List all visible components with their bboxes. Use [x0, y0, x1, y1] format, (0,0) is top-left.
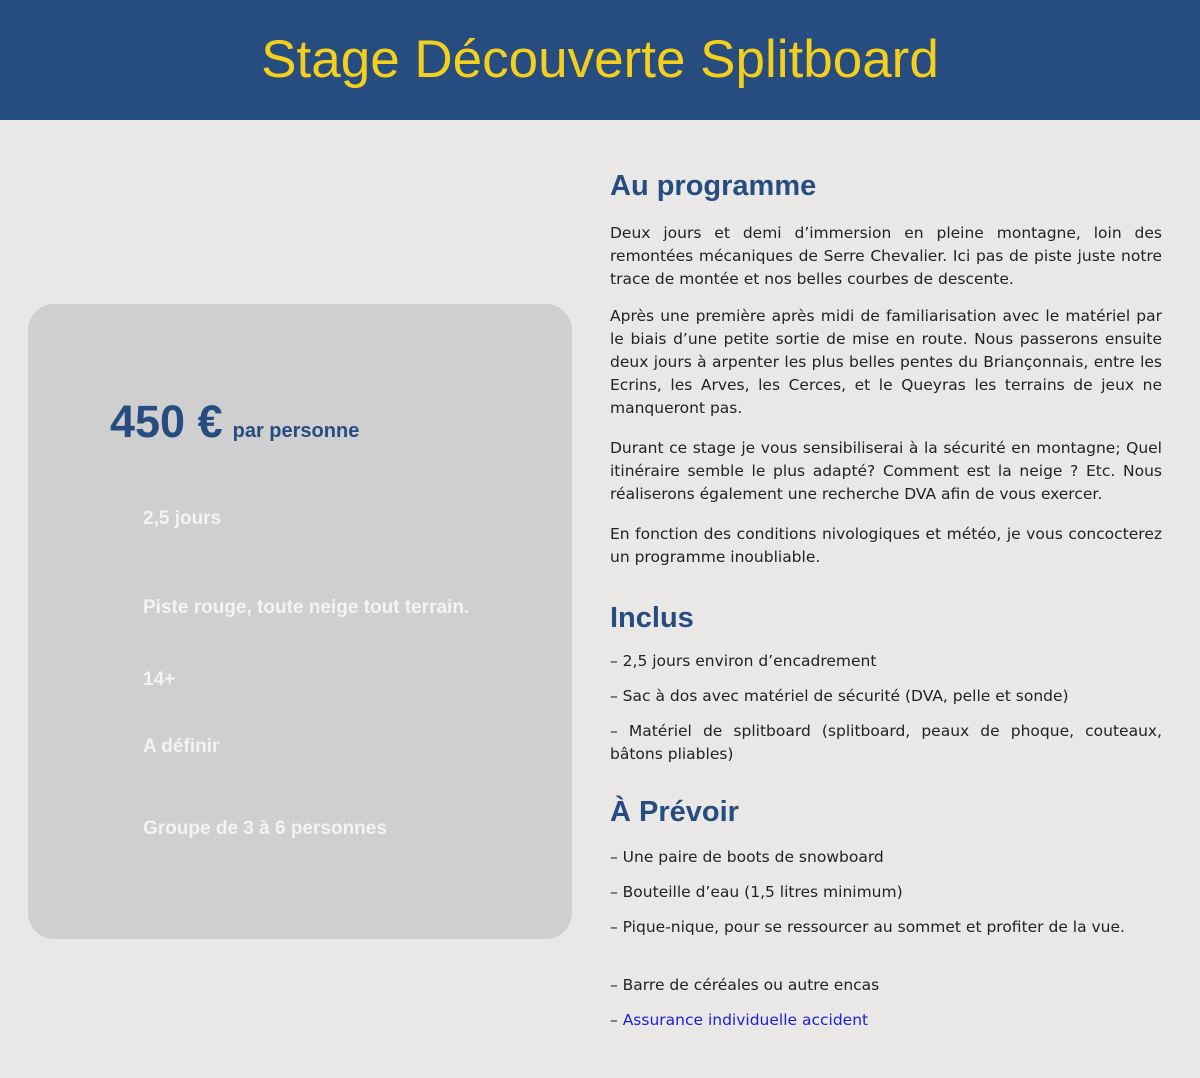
list-item: – Pique-nique, pour se ressourcer au sommet et profiter de la vue. — [610, 918, 1125, 936]
inclus-list — [610, 650, 1162, 766]
price — [110, 396, 359, 448]
main-content — [610, 166, 1162, 1032]
prevoir-list — [610, 846, 1162, 1032]
price-unit: par personne — [232, 420, 360, 442]
insurance-link[interactable]: Assurance individuelle accident — [622, 1011, 869, 1029]
page-title: Stage Découverte Splitboard — [261, 30, 939, 89]
link-prefix: – — [610, 1011, 623, 1029]
programme-paragraph: Durant ce stage je vous sensibiliserai à la sécurité en montagne; Quel itinéraire semble le plus adapté? Comment est la neige ? Etc. Nous réaliserons également une recherche DVA afin de vous exercer. — [610, 439, 1162, 503]
list-item: – Matériel de splitboard (splitboard, peaux de phoque, couteaux, bâtons pliables) — [610, 722, 1162, 763]
fact-level: Piste rouge, toute neige tout terrain. — [143, 597, 470, 618]
list-item: – 2,5 jours environ d’encadrement — [610, 652, 877, 670]
inclus-heading: Inclus — [610, 602, 694, 634]
programme-heading: Au programme — [610, 170, 817, 202]
list-item: – Sac à dos avec matériel de sécurité (DVA, pelle et sonde) — [610, 687, 1069, 705]
programme-paragraph: En fonction des conditions nivologiques et météo, je vous concocterez un programme inoubliable. — [610, 525, 1162, 566]
list-item: – Une paire de boots de snowboard — [610, 848, 884, 866]
price-card — [28, 304, 572, 939]
fact-group-size: Groupe de 3 à 6 personnes — [143, 818, 387, 839]
fact-dates: A définir — [143, 736, 220, 757]
list-item: – Barre de céréales ou autre encas — [610, 976, 880, 994]
programme-paragraph: Deux jours et demi d’immersion en pleine montagne, loin des remontées mécaniques de Serre Chevalier. Ici pas de piste juste notre trace de montée et nos belles courbes de descente. — [610, 224, 1162, 288]
programme-paragraph: Après une première après midi de familiarisation avec le matériel par le biais d’une petite sortie de mise en route. Nous passerons ensuite deux jours à arpenter les plus belles pentes du Briançonnais, entre les Ecrins, les Arves, les Cerces, et le Queyras les terrains de jeux ne manqueront pas. — [610, 307, 1162, 417]
prevoir-heading: À Prévoir — [610, 796, 739, 828]
list-item: – Bouteille d’eau (1,5 litres minimum) — [610, 883, 903, 901]
fact-duration: 2,5 jours — [143, 508, 222, 529]
header-banner — [0, 0, 1200, 120]
price-amount: 450 € — [110, 396, 223, 447]
list-item — [610, 1009, 1162, 1032]
fact-age: 14+ — [143, 669, 176, 690]
